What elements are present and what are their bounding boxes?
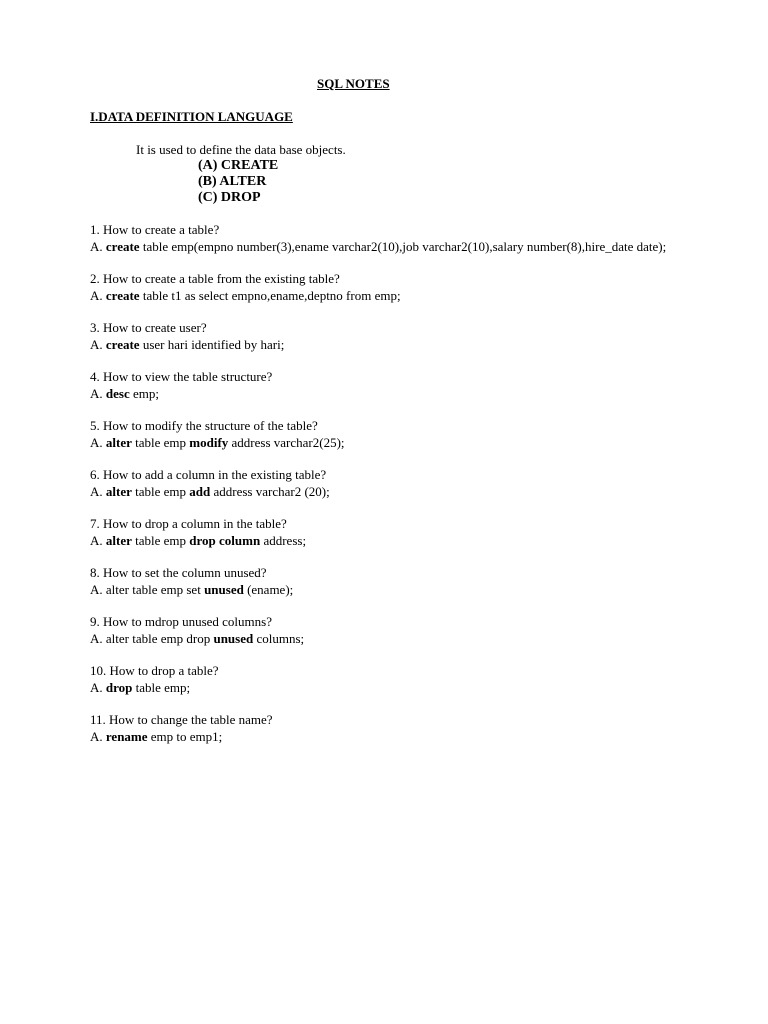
qa-item: [90, 418, 730, 467]
answer-segment: user hari identified by hari;: [139, 336, 285, 352]
qa-item: [90, 712, 730, 761]
intro-text: It is used to define the data base objects.: [136, 142, 346, 157]
question-text: 6. How to add a column in the existing table?: [90, 467, 327, 482]
answer-segment: table emp: [131, 532, 190, 548]
qa-item: [90, 222, 730, 271]
qa-item: [90, 663, 730, 712]
answer-segment: A.: [90, 483, 106, 499]
answer-keyword: create: [105, 287, 140, 303]
answer-text: [90, 288, 730, 305]
answer-keyword: drop column: [189, 532, 261, 548]
answer-segment: (ename);: [243, 581, 294, 597]
answer-segment: A. alter table emp set: [90, 581, 205, 597]
question-text: 4. How to view the table structure?: [90, 369, 273, 384]
answer-keyword: create: [105, 238, 140, 254]
answer-segment: address varchar2(25);: [228, 434, 345, 450]
question-text: 7. How to drop a column in the table?: [90, 516, 287, 531]
answer-keyword: drop: [105, 679, 133, 695]
answer-segment: table emp: [131, 483, 190, 499]
answer-segment: emp to emp1;: [147, 728, 223, 744]
ddl-command-alter: (B) ALTER: [198, 174, 267, 189]
answer-text: [90, 386, 730, 403]
answer-segment: table t1 as select empno,ename,deptno from emp;: [139, 287, 401, 303]
question-text: 1. How to create a table?: [90, 222, 220, 237]
answer-segment: A.: [90, 532, 106, 548]
ddl-command-list: [198, 158, 278, 206]
answer-text: [90, 533, 730, 550]
answer-segment: emp;: [129, 385, 159, 401]
question-text: 5. How to modify the structure of the table?: [90, 418, 318, 433]
answer-segment: A.: [90, 287, 106, 303]
question-text: 9. How to mdrop unused columns?: [90, 614, 272, 629]
qa-item: [90, 565, 730, 614]
answer-segment: address;: [260, 532, 307, 548]
page-title: SQL NOTES: [317, 76, 390, 91]
answer-keyword: modify: [189, 434, 229, 450]
answer-segment: A.: [90, 238, 106, 254]
ddl-command-drop: (C) DROP: [198, 190, 261, 205]
question-text: 10. How to drop a table?: [90, 663, 219, 678]
answer-keyword: alter: [105, 483, 132, 499]
qa-item: [90, 369, 730, 418]
answer-keyword: desc: [105, 385, 130, 401]
answer-text: [90, 680, 730, 697]
answer-segment: table emp(empno number(3),ename varchar2(10),job varchar2(10),salary number(8),hire_date date);: [139, 238, 667, 254]
answer-text: [90, 631, 730, 648]
answer-segment: table emp;: [132, 679, 191, 695]
answer-keyword: alter: [105, 434, 132, 450]
answer-keyword: add: [189, 483, 211, 499]
ddl-command-create: (A) CREATE: [198, 158, 279, 173]
answer-text: [90, 582, 730, 599]
answer-text: [90, 435, 730, 452]
qa-item: [90, 467, 730, 516]
answer-segment: address varchar2 (20);: [210, 483, 330, 499]
qa-item: [90, 320, 730, 369]
answer-segment: A.: [90, 336, 106, 352]
answer-text: [90, 484, 730, 501]
question-text: 8. How to set the column unused?: [90, 565, 267, 580]
qa-item: [90, 516, 730, 565]
answer-segment: A.: [90, 679, 106, 695]
answer-text: [90, 337, 730, 354]
answer-keyword: create: [105, 336, 140, 352]
qa-item: [90, 271, 730, 320]
answer-keyword: unused: [213, 630, 254, 646]
section-heading: I.DATA DEFINITION LANGUAGE: [90, 109, 293, 124]
answer-text: [90, 729, 730, 746]
question-text: 11. How to change the table name?: [90, 712, 273, 727]
answer-segment: table emp: [131, 434, 190, 450]
answer-segment: A.: [90, 385, 106, 401]
answer-segment: A. alter table emp drop: [90, 630, 214, 646]
answer-segment: columns;: [253, 630, 305, 646]
answer-segment: A.: [90, 434, 106, 450]
qa-item: [90, 614, 730, 663]
question-text: 3. How to create user?: [90, 320, 207, 335]
answer-segment: A.: [90, 728, 106, 744]
answer-keyword: alter: [105, 532, 132, 548]
answer-text: [90, 239, 730, 256]
answer-keyword: rename: [105, 728, 148, 744]
question-text: 2. How to create a table from the existing table?: [90, 271, 340, 286]
question-answer-list: [90, 222, 730, 761]
answer-keyword: unused: [204, 581, 244, 597]
